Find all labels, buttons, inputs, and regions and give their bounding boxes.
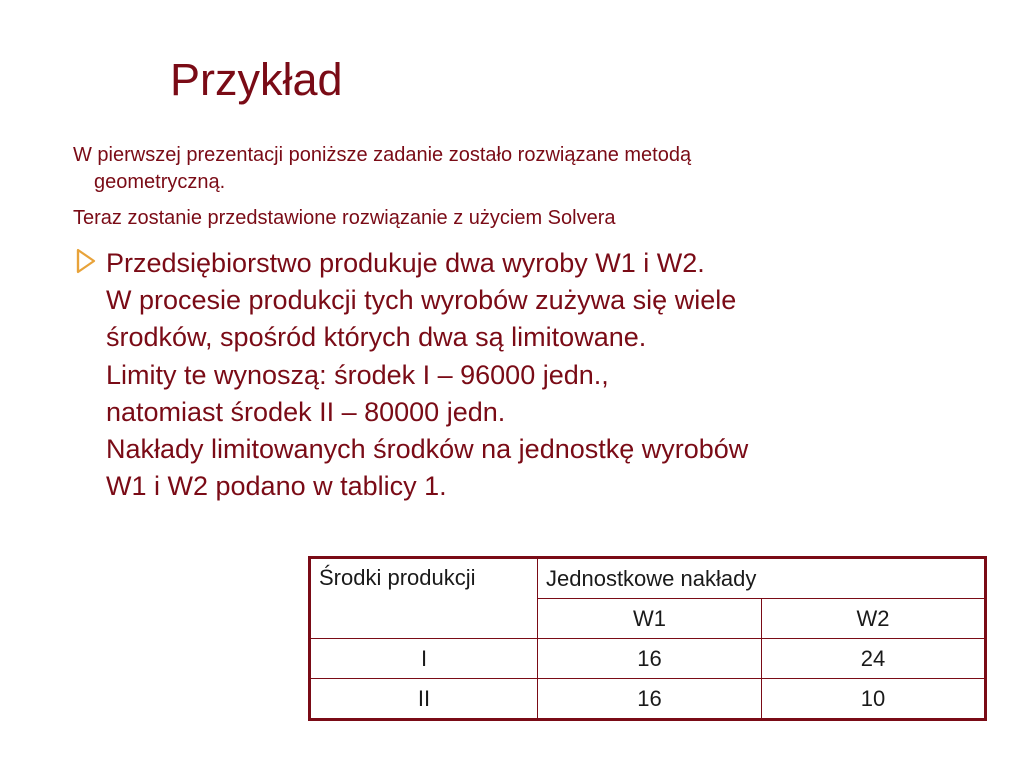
row-label: I [310, 639, 538, 679]
intro-paragraph-1 [73, 142, 953, 196]
bullet-text [106, 245, 975, 505]
table-row [310, 639, 986, 679]
intro-line-1a: W pierwszej prezentacji poniższe zadanie zostało rozwiązane metodą [73, 144, 692, 166]
row-label: II [310, 679, 538, 720]
resources-table [308, 556, 987, 721]
header-unit-costs: Jednostkowe nakłady [538, 558, 986, 599]
arrow-bullet-icon [75, 247, 97, 275]
bullet-line: Nakłady limitowanych środków na jednostkę wyrobów [106, 434, 749, 465]
bullet-line: środków, spośród których dwa są limitowane. [106, 322, 647, 353]
bullet-block [75, 245, 975, 505]
subheader-w2: W2 [762, 599, 986, 639]
cell-w1: 16 [538, 679, 762, 720]
bullet-line: natomiast środek II – 80000 jedn. [106, 396, 506, 427]
bullet-line: W1 i W2 podano w tablicy 1. [106, 471, 447, 502]
cell-w1: 16 [538, 639, 762, 679]
table-header-row [310, 558, 986, 599]
table-row [310, 679, 986, 720]
slide-title: Przykład [170, 54, 343, 105]
cell-w2: 10 [762, 679, 986, 720]
cell-w2: 24 [762, 639, 986, 679]
subheader-w1: W1 [538, 599, 762, 639]
bullet-line: Limity te wynoszą: środek I – 96000 jedn., [106, 359, 609, 390]
intro-line-1b: geometryczną. [94, 171, 226, 193]
header-resources: Środki produkcji [310, 558, 538, 639]
bullet-line: W procesie produkcji tych wyrobów zużywa się wiele [106, 285, 737, 316]
bullet-line: Przedsiębiorstwo produkuje dwa wyroby W1 i W2. [106, 248, 705, 278]
intro-paragraph-2: Teraz zostanie przedstawione rozwiązanie z użyciem Solvera [73, 207, 616, 229]
